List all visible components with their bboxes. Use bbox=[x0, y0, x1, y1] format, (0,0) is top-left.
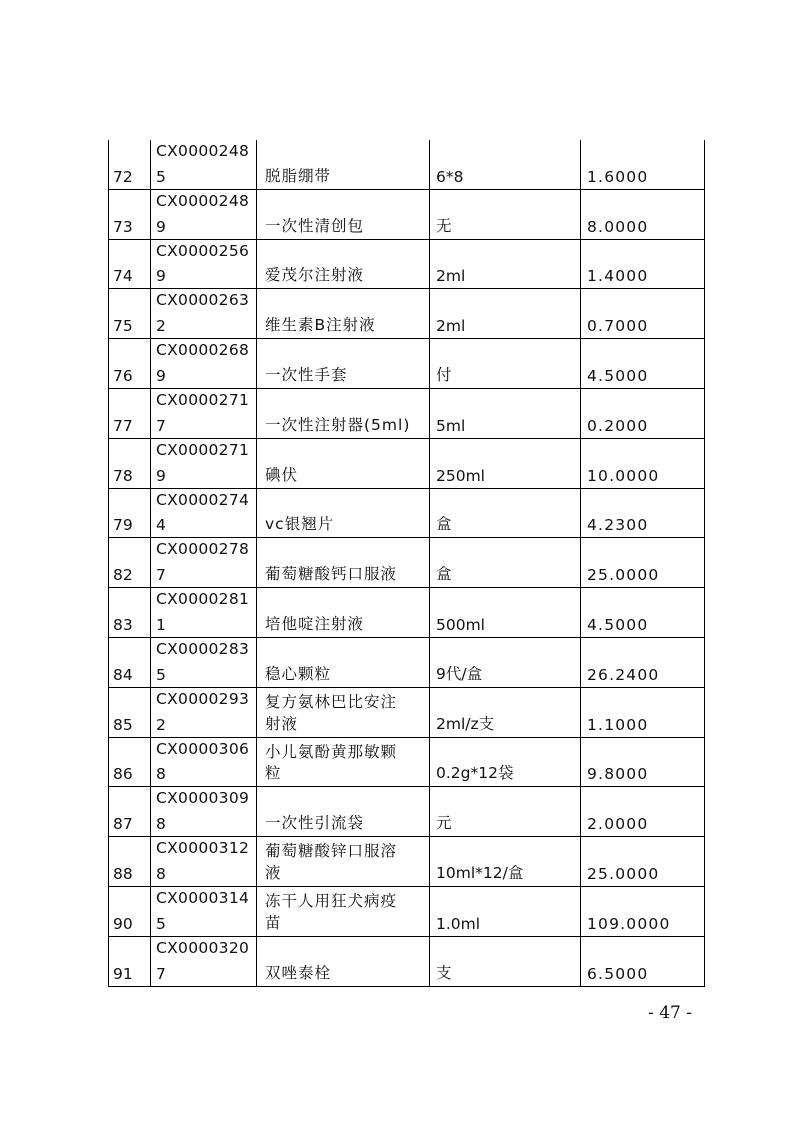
table-row bbox=[109, 388, 705, 438]
row-number: 91 bbox=[113, 964, 133, 983]
row-number: 79 bbox=[113, 516, 133, 535]
cell-code bbox=[151, 438, 257, 488]
cell-name bbox=[257, 239, 430, 289]
item-spec: 盒 bbox=[436, 565, 452, 584]
cell-price bbox=[581, 339, 705, 389]
item-price: 25.0000 bbox=[587, 864, 660, 883]
cell-spec bbox=[430, 837, 581, 887]
cell-name bbox=[257, 837, 430, 887]
item-code-line2: 9 bbox=[156, 267, 167, 286]
item-name-line2: 爱茂尔注射液 bbox=[265, 266, 365, 285]
cell-spec bbox=[430, 140, 581, 189]
item-spec: 0.2g*12袋 bbox=[436, 764, 514, 783]
table-row bbox=[109, 737, 705, 787]
cell-spec bbox=[430, 438, 581, 488]
item-code-line2: 4 bbox=[156, 516, 167, 535]
item-code-line2: 9 bbox=[156, 217, 167, 236]
table-row bbox=[109, 438, 705, 488]
cell-no bbox=[109, 837, 151, 887]
item-code-line1: CX0000248 bbox=[156, 191, 250, 210]
item-code-line2: 2 bbox=[156, 715, 167, 734]
item-price: 6.5000 bbox=[587, 964, 649, 983]
item-price: 109.0000 bbox=[587, 914, 671, 933]
row-number: 78 bbox=[113, 466, 133, 485]
item-code-line2: 1 bbox=[156, 615, 167, 634]
row-number: 72 bbox=[113, 167, 133, 186]
cell-name bbox=[257, 289, 430, 339]
item-name-line2: 葡萄糖酸钙口服液 bbox=[265, 565, 398, 584]
row-number: 77 bbox=[113, 416, 133, 435]
item-code-line1: CX0000278 bbox=[156, 540, 250, 559]
item-price: 10.0000 bbox=[587, 466, 660, 485]
item-name-line2: 射液 bbox=[265, 714, 299, 733]
item-price: 0.2000 bbox=[587, 416, 649, 435]
cell-code bbox=[151, 886, 257, 936]
item-code-line1: CX0000320 bbox=[156, 938, 250, 957]
item-code-line2: 5 bbox=[156, 665, 167, 684]
item-name-line1: 葡萄糖酸锌口服溶 bbox=[265, 842, 398, 861]
cell-code bbox=[151, 289, 257, 339]
item-name-line2: 维生素B注射液 bbox=[265, 316, 376, 335]
cell-price bbox=[581, 140, 705, 189]
cell-code bbox=[151, 189, 257, 239]
item-code-line1: CX0000248 bbox=[156, 142, 250, 160]
item-spec: 5ml bbox=[436, 416, 466, 435]
cell-name bbox=[257, 588, 430, 638]
item-price: 9.8000 bbox=[587, 765, 649, 784]
item-spec: 1.0ml bbox=[436, 914, 481, 933]
cell-name bbox=[257, 936, 430, 986]
item-spec: 6*8 bbox=[436, 167, 464, 186]
item-spec: 元 bbox=[436, 814, 452, 833]
table-body bbox=[109, 140, 705, 986]
item-price: 26.2400 bbox=[587, 665, 660, 684]
item-code-line2: 8 bbox=[156, 815, 167, 834]
item-code-line2: 9 bbox=[156, 466, 167, 485]
item-name-line1: 小儿氨酚黄那敏颗 bbox=[265, 742, 398, 761]
cell-no bbox=[109, 189, 151, 239]
row-number: 83 bbox=[113, 615, 133, 634]
table-row bbox=[109, 538, 705, 588]
item-price: 1.1000 bbox=[587, 715, 649, 734]
item-name-line2: 一次性引流袋 bbox=[265, 814, 365, 833]
item-code-line1: CX0000274 bbox=[156, 490, 250, 509]
item-code-line1: CX0000271 bbox=[156, 440, 250, 459]
item-spec: 9代/盒 bbox=[436, 664, 483, 683]
cell-spec bbox=[430, 588, 581, 638]
row-number: 90 bbox=[113, 914, 133, 933]
cell-spec bbox=[430, 637, 581, 687]
item-price: 1.4000 bbox=[587, 267, 649, 286]
item-price: 4.2300 bbox=[587, 516, 649, 535]
cell-no bbox=[109, 538, 151, 588]
table-row bbox=[109, 637, 705, 687]
item-code-line2: 7 bbox=[156, 566, 167, 585]
item-code-line1: CX0000312 bbox=[156, 839, 250, 858]
cell-spec bbox=[430, 339, 581, 389]
item-name-line1: 复方氨林巴比安注 bbox=[265, 692, 398, 711]
cell-code bbox=[151, 339, 257, 389]
cell-no bbox=[109, 737, 151, 787]
item-code-line2: 5 bbox=[156, 914, 167, 933]
item-code-line2: 2 bbox=[156, 317, 167, 336]
cell-spec bbox=[430, 687, 581, 737]
table-row bbox=[109, 936, 705, 986]
cell-no bbox=[109, 388, 151, 438]
row-number: 87 bbox=[113, 815, 133, 834]
table-row bbox=[109, 189, 705, 239]
table-row bbox=[109, 886, 705, 936]
item-price: 4.5000 bbox=[587, 366, 649, 385]
cell-code bbox=[151, 737, 257, 787]
table-row bbox=[109, 239, 705, 289]
cell-name bbox=[257, 538, 430, 588]
cell-no bbox=[109, 588, 151, 638]
cell-no bbox=[109, 886, 151, 936]
item-name-line2: 粒 bbox=[265, 764, 282, 783]
item-name-line2: 稳心颗粒 bbox=[265, 664, 332, 683]
cell-name bbox=[257, 488, 430, 538]
cell-price bbox=[581, 438, 705, 488]
drug-price-table bbox=[108, 140, 705, 987]
cell-no bbox=[109, 936, 151, 986]
table-row bbox=[109, 787, 705, 837]
cell-spec bbox=[430, 538, 581, 588]
item-spec: 付 bbox=[436, 365, 452, 384]
item-name-line2: vc银翘片 bbox=[265, 515, 335, 534]
item-code-line1: CX0000281 bbox=[156, 590, 250, 609]
cell-price bbox=[581, 886, 705, 936]
item-code-line1: CX0000271 bbox=[156, 390, 250, 409]
cell-price bbox=[581, 388, 705, 438]
cell-spec bbox=[430, 936, 581, 986]
item-spec: 盒 bbox=[436, 515, 452, 534]
table-row bbox=[109, 289, 705, 339]
item-price: 4.5000 bbox=[587, 615, 649, 634]
item-code-line1: CX0000309 bbox=[156, 789, 250, 808]
item-code-line2: 9 bbox=[156, 366, 167, 385]
cell-name bbox=[257, 737, 430, 787]
cell-code bbox=[151, 837, 257, 887]
cell-no bbox=[109, 289, 151, 339]
item-code-line1: CX0000256 bbox=[156, 241, 250, 260]
cell-code bbox=[151, 488, 257, 538]
cell-name bbox=[257, 637, 430, 687]
item-code-line1: CX0000283 bbox=[156, 639, 250, 658]
item-price: 25.0000 bbox=[587, 566, 660, 585]
cell-code bbox=[151, 140, 257, 189]
item-code-line2: 8 bbox=[156, 864, 167, 883]
item-price: 8.0000 bbox=[587, 217, 649, 236]
item-code-line1: CX0000306 bbox=[156, 739, 250, 758]
cell-name bbox=[257, 339, 430, 389]
item-code-line1: CX0000293 bbox=[156, 689, 250, 708]
row-number: 82 bbox=[113, 566, 133, 585]
item-name-line2: 液 bbox=[265, 863, 282, 882]
item-price: 2.0000 bbox=[587, 815, 649, 834]
row-number: 85 bbox=[113, 715, 133, 734]
item-price: 0.7000 bbox=[587, 317, 649, 336]
item-name-line2: 脱脂绷带 bbox=[265, 166, 332, 185]
cell-price bbox=[581, 787, 705, 837]
cell-code bbox=[151, 388, 257, 438]
cell-spec bbox=[430, 886, 581, 936]
item-spec: 2ml bbox=[436, 267, 466, 286]
cell-price bbox=[581, 189, 705, 239]
cell-spec bbox=[430, 787, 581, 837]
item-name-line2: 培他啶注射液 bbox=[265, 614, 365, 633]
table-row bbox=[109, 140, 705, 189]
item-code-line2: 7 bbox=[156, 964, 167, 983]
cell-price bbox=[581, 538, 705, 588]
row-number: 74 bbox=[113, 267, 133, 286]
cell-price bbox=[581, 936, 705, 986]
cell-price bbox=[581, 687, 705, 737]
cell-no bbox=[109, 787, 151, 837]
cell-price bbox=[581, 637, 705, 687]
cell-price bbox=[581, 289, 705, 339]
cell-price bbox=[581, 488, 705, 538]
row-number: 88 bbox=[113, 864, 133, 883]
cell-code bbox=[151, 538, 257, 588]
cell-name bbox=[257, 388, 430, 438]
cell-no bbox=[109, 488, 151, 538]
table-row bbox=[109, 837, 705, 887]
cell-code bbox=[151, 787, 257, 837]
cell-no bbox=[109, 438, 151, 488]
item-code-line1: CX0000263 bbox=[156, 291, 250, 310]
table-row bbox=[109, 488, 705, 538]
item-code-line1: CX0000268 bbox=[156, 341, 250, 360]
item-name-line2: 苗 bbox=[265, 913, 282, 932]
cell-price bbox=[581, 239, 705, 289]
item-price: 1.6000 bbox=[587, 167, 649, 186]
item-spec: 10ml*12/盒 bbox=[436, 863, 524, 882]
item-code-line2: 8 bbox=[156, 765, 167, 784]
cell-spec bbox=[430, 189, 581, 239]
table-row bbox=[109, 588, 705, 638]
cell-spec bbox=[430, 737, 581, 787]
item-spec: 支 bbox=[436, 963, 452, 982]
item-name-line2: 一次性注射器(5ml) bbox=[265, 415, 411, 434]
item-name-line2: 一次性清创包 bbox=[265, 216, 365, 235]
item-name-line2: 碘伏 bbox=[265, 465, 299, 484]
item-spec: 2ml/z支 bbox=[436, 714, 495, 733]
row-number: 75 bbox=[113, 317, 133, 336]
row-number: 86 bbox=[113, 765, 133, 784]
cell-code bbox=[151, 588, 257, 638]
row-number: 84 bbox=[113, 665, 133, 684]
item-name-line2: 一次性手套 bbox=[265, 365, 348, 384]
cell-spec bbox=[430, 488, 581, 538]
cell-no bbox=[109, 140, 151, 189]
item-spec: 500ml bbox=[436, 615, 485, 634]
item-code-line1: CX0000314 bbox=[156, 888, 250, 907]
item-spec: 250ml bbox=[436, 466, 485, 485]
table-row bbox=[109, 687, 705, 737]
cell-code bbox=[151, 687, 257, 737]
cell-code bbox=[151, 239, 257, 289]
cell-no bbox=[109, 637, 151, 687]
page-number: - 47 - bbox=[648, 1003, 692, 1023]
cell-no bbox=[109, 687, 151, 737]
row-number: 73 bbox=[113, 217, 133, 236]
cell-price bbox=[581, 588, 705, 638]
cell-name bbox=[257, 140, 430, 189]
cell-name bbox=[257, 189, 430, 239]
row-number: 76 bbox=[113, 366, 133, 385]
cell-spec bbox=[430, 388, 581, 438]
cell-no bbox=[109, 239, 151, 289]
item-name-line2: 双唑泰栓 bbox=[265, 963, 332, 982]
table-row bbox=[109, 339, 705, 389]
item-spec: 2ml bbox=[436, 317, 466, 336]
item-name-line1: 冻干人用狂犬病疫 bbox=[265, 891, 398, 910]
cell-price bbox=[581, 837, 705, 887]
cell-name bbox=[257, 787, 430, 837]
cell-price bbox=[581, 737, 705, 787]
cell-spec bbox=[430, 239, 581, 289]
cell-no bbox=[109, 339, 151, 389]
item-spec: 无 bbox=[436, 216, 452, 235]
cell-spec bbox=[430, 289, 581, 339]
item-code-line2: 5 bbox=[156, 167, 167, 186]
cell-code bbox=[151, 637, 257, 687]
cell-code bbox=[151, 936, 257, 986]
cell-name bbox=[257, 438, 430, 488]
cell-name bbox=[257, 886, 430, 936]
cell-name bbox=[257, 687, 430, 737]
item-code-line2: 7 bbox=[156, 416, 167, 435]
